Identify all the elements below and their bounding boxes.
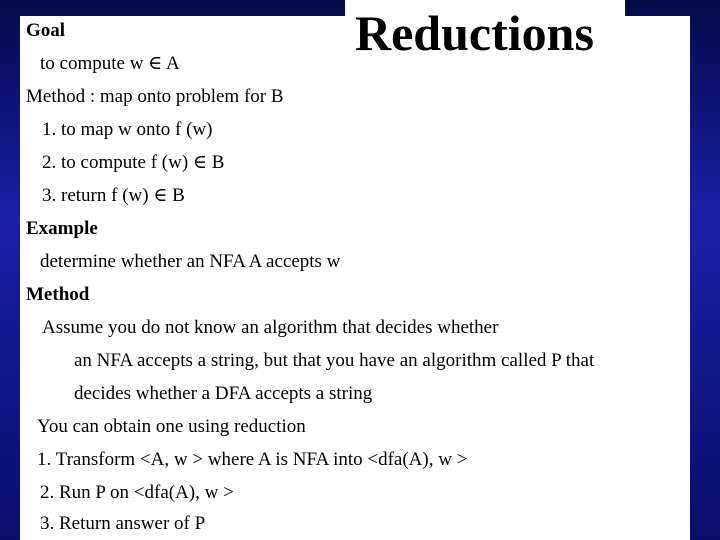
heading-goal: Goal [26, 20, 66, 41]
method-para-1: Assume you do not know an algorithm that decides whether [42, 317, 499, 338]
goal-text: to compute w ∈ A [40, 53, 180, 74]
reduction-step-2: 2. Run P on <dfa(A), w > [40, 482, 234, 503]
method-para-3: decides whether a DFA accepts a string [74, 383, 373, 404]
method-line: Method : map onto problem for B [26, 86, 284, 107]
method-para-2: an NFA accepts a string, but that you have an algorithm called P that [74, 350, 595, 371]
example-text: determine whether an NFA A accepts w [40, 251, 341, 272]
reduction-step-3: 3. Return answer of P [40, 513, 206, 534]
step-2: 2. to compute f (w) ∈ B [42, 152, 225, 173]
step-3: 3. return f (w) ∈ B [42, 185, 185, 206]
heading-method: Method [26, 284, 90, 305]
reduction-text: You can obtain one using reduction [37, 416, 306, 437]
step-1: 1. to map w onto f (w) [42, 119, 213, 140]
heading-example: Example [26, 218, 98, 239]
reduction-step-1: 1. Transform <A, w > where A is NFA into <dfa(A), w > [37, 449, 468, 470]
slide-title: Reductions [355, 5, 594, 61]
